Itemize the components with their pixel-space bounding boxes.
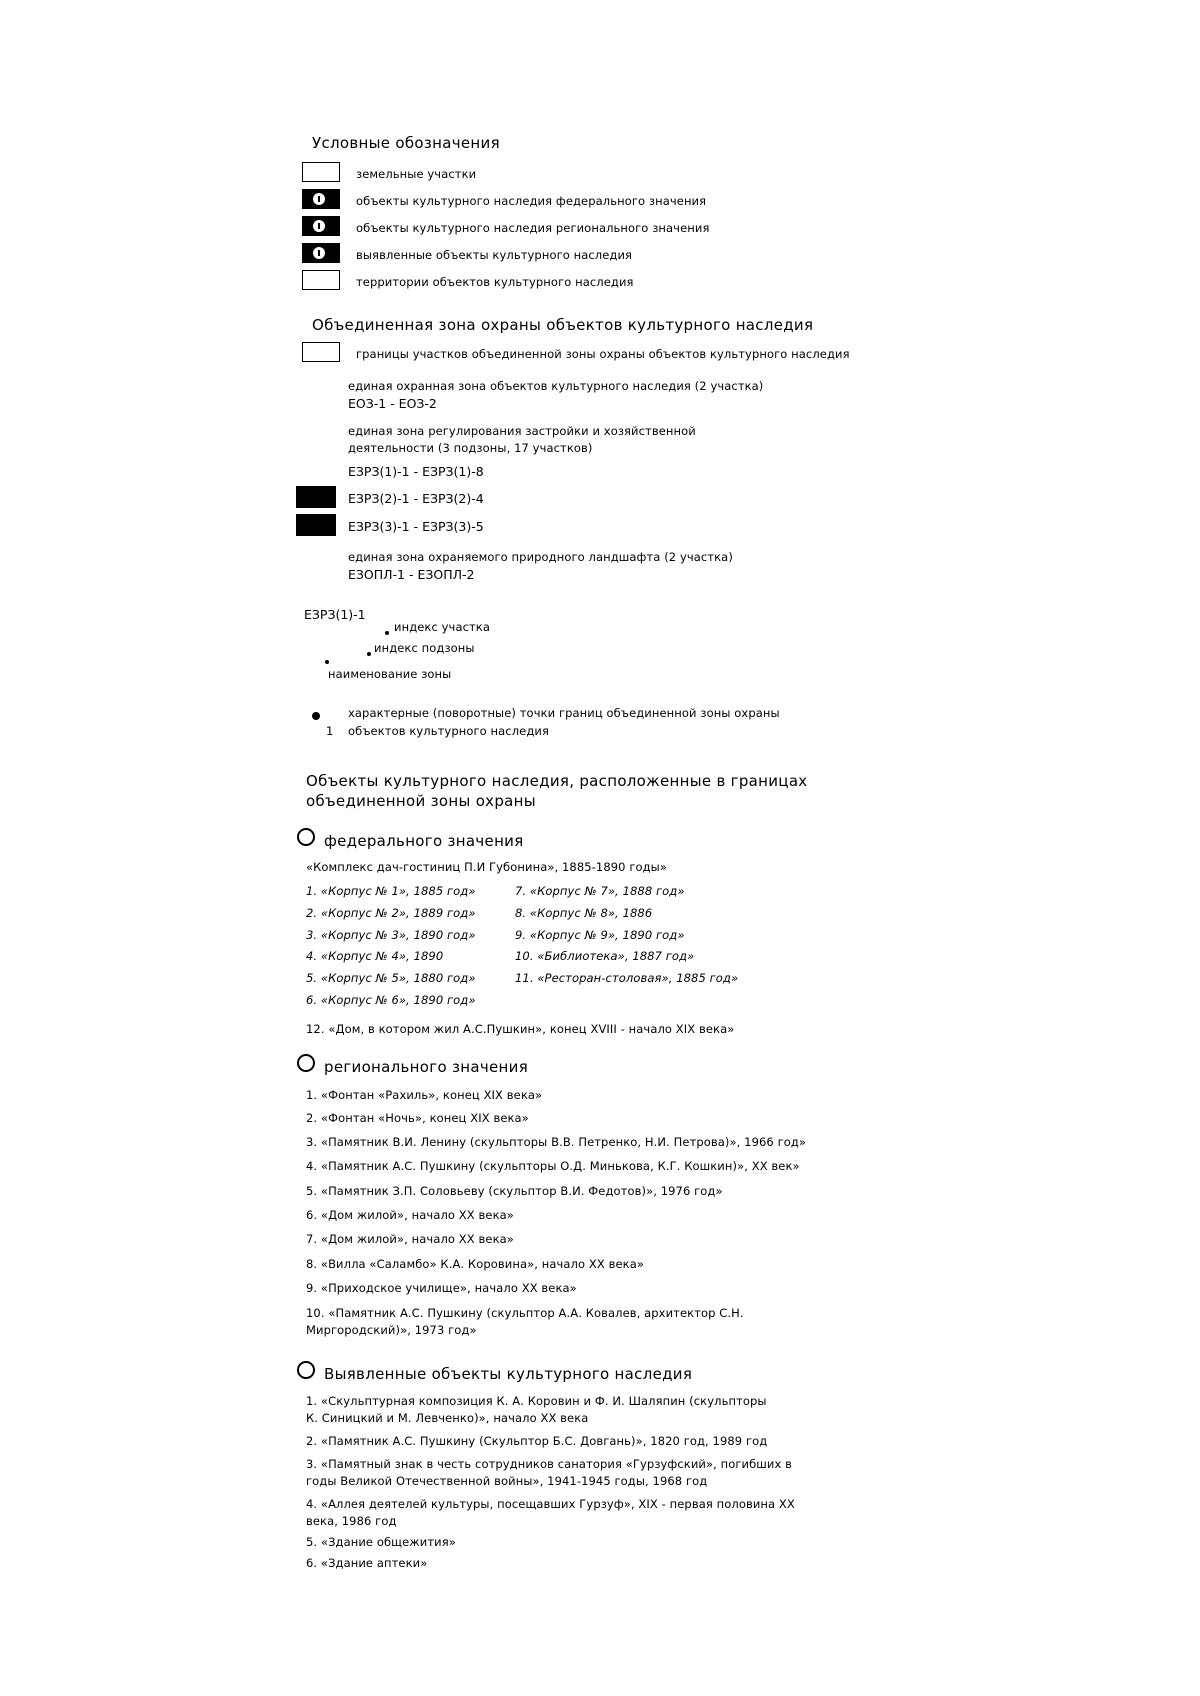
legend-item-federal: объекты культурного наследия федерального значения bbox=[356, 194, 707, 208]
regional-title: регионального значения bbox=[324, 1058, 529, 1076]
ezopl-range: ЕЗОПЛ-1 - ЕЗОПЛ-2 bbox=[348, 567, 475, 582]
list-item: 1. «Корпус № 1», 1885 год» bbox=[306, 884, 476, 898]
list-item: 4. «Аллея деятелей культуры, посещавших Гурзуф», XIX - первая половина XX bbox=[306, 1497, 795, 1511]
ezrz-description-1: единая зона регулирования застройки и хозяйственной bbox=[348, 424, 696, 438]
list-item: 10. «Библиотека», 1887 год» bbox=[515, 949, 695, 963]
ezrz3-range: ЕЗРЗ(3)-1 - ЕЗРЗ(3)-5 bbox=[348, 519, 484, 534]
list-item: 6. «Дом жилой», начало XX века» bbox=[306, 1208, 514, 1222]
list-item: 9. «Приходское училище», начало XX века» bbox=[306, 1281, 577, 1295]
identified-circle-icon bbox=[297, 1361, 315, 1379]
list-item: 7. «Корпус № 7», 1888 год» bbox=[515, 884, 685, 898]
zone-title: Объединенная зона охраны объектов культурного наследия bbox=[312, 316, 814, 334]
regional-circle-icon bbox=[297, 1054, 315, 1072]
ezopl-description: единая зона охраняемого природного ландшафта (2 участка) bbox=[348, 550, 733, 564]
land-plot-symbol bbox=[302, 162, 340, 182]
list-item: 8. «Вилла «Саламбо» К.А. Коровина», начало XX века» bbox=[306, 1257, 644, 1271]
ezrz1-range: ЕЗРЗ(1)-1 - ЕЗРЗ(1)-8 bbox=[348, 464, 484, 479]
legend-item-territories: территории объектов культурного наследия bbox=[356, 275, 634, 289]
legend-item-land-plots: земельные участки bbox=[356, 167, 477, 181]
regional-list bbox=[306, 1088, 866, 1338]
list-item: 5. «Памятник З.П. Соловьеву (скульптор В.И. Федотов)», 1976 год» bbox=[306, 1184, 723, 1198]
list-item: 3. «Памятный знак в честь сотрудников санатория «Гурзуфский», погибших в bbox=[306, 1457, 793, 1471]
list-item: 11. «Ресторан-столовая», 1885 год» bbox=[515, 971, 739, 985]
zone-boundary-symbol bbox=[302, 342, 340, 362]
list-item: 1. «Скульптурная композиция К. А. Коровин и Ф. И. Шаляпин (скульпторы bbox=[306, 1394, 767, 1408]
list-item: 1. «Фонтан «Рахиль», конец XIX века» bbox=[306, 1088, 543, 1102]
list-item: 10. «Памятник А.С. Пушкину (скульптор А.А. Ковалев, архитектор С.Н. bbox=[306, 1306, 744, 1320]
list-item: 8. «Корпус № 8», 1886 bbox=[515, 906, 653, 920]
objects-title-2: объединенной зоны охраны bbox=[306, 792, 536, 810]
federal-column-2 bbox=[515, 884, 755, 994]
ezrz3-symbol bbox=[296, 514, 336, 536]
index-name-label: наименование зоны bbox=[328, 667, 452, 681]
list-item: 7. «Дом жилой», начало XX века» bbox=[306, 1232, 514, 1246]
legend-item-regional: объекты культурного наследия регионального значения bbox=[356, 221, 710, 235]
eoz-range: ЕОЗ-1 - ЕОЗ-2 bbox=[348, 396, 437, 411]
marker-icon bbox=[313, 193, 325, 205]
list-item: 2. «Памятник А.С. Пушкину (Скульптор Б.С. Довгань)», 1820 год, 1989 год bbox=[306, 1434, 768, 1448]
list-item: века, 1986 год bbox=[306, 1514, 397, 1528]
index-code: ЕЗРЗ(1)-1 bbox=[304, 607, 366, 622]
federal-complex: «Комплекс дач-гостиниц П.И Губонина», 1885-1890 годы» bbox=[306, 860, 667, 874]
list-item: 4. «Корпус № 4», 1890 bbox=[306, 949, 444, 963]
federal-title: федерального значения bbox=[324, 832, 524, 850]
list-item: К. Синицкий и М. Левченко)», начало XX века bbox=[306, 1411, 589, 1425]
identified-title: Выявленные объекты культурного наследия bbox=[324, 1365, 693, 1383]
index-subzone-label: индекс подзоны bbox=[374, 641, 475, 655]
list-item: 5. «Корпус № 5», 1880 год» bbox=[306, 971, 476, 985]
list-item: 3. «Памятник В.И. Ленину (скульпторы В.В. Петренко, Н.И. Петрова)», 1966 год» bbox=[306, 1135, 807, 1149]
ezrz2-symbol bbox=[296, 486, 336, 508]
regional-object-symbol bbox=[302, 216, 340, 236]
points-text-2: объектов культурного наследия bbox=[348, 724, 549, 738]
list-item: 3. «Корпус № 3», 1890 год» bbox=[306, 928, 476, 942]
turning-point-icon bbox=[312, 712, 320, 720]
federal-object-symbol bbox=[302, 189, 340, 209]
points-number: 1 bbox=[326, 724, 334, 738]
list-item: 4. «Памятник А.С. Пушкину (скульпторы О.Д. Минькова, К.Г. Кошкин)», XX век» bbox=[306, 1159, 800, 1173]
index-plot-label: индекс участка bbox=[394, 620, 491, 634]
list-item: 9. «Корпус № 9», 1890 год» bbox=[515, 928, 685, 942]
legend-item-identified: выявленные объекты культурного наследия bbox=[356, 248, 633, 262]
pointer-dot bbox=[325, 660, 329, 664]
list-item: 2. «Фонтан «Ночь», конец XIX века» bbox=[306, 1111, 529, 1125]
objects-title-1: Объекты культурного наследия, расположенные в границах bbox=[306, 772, 808, 790]
ezrz2-range: ЕЗРЗ(2)-1 - ЕЗРЗ(2)-4 bbox=[348, 491, 484, 506]
federal-circle-icon bbox=[297, 828, 315, 846]
federal-item-12: 12. «Дом, в котором жил А.С.Пушкин», конец XVIII - начало XIX века» bbox=[306, 1022, 735, 1036]
eoz-description: единая охранная зона объектов культурного наследия (2 участка) bbox=[348, 379, 764, 393]
legend-title: Условные обозначения bbox=[312, 134, 500, 152]
list-item: 5. «Здание общежития» bbox=[306, 1535, 456, 1549]
pointer-dot bbox=[385, 631, 389, 635]
list-item: годы Великой Отечественной войны», 1941-1945 годы, 1968 год bbox=[306, 1474, 708, 1488]
list-item: Миргородский)», 1973 год» bbox=[306, 1323, 477, 1337]
zone-boundary-label: границы участков объединенной зоны охраны объектов культурного наследия bbox=[356, 347, 850, 361]
pointer-dot bbox=[367, 652, 371, 656]
list-item: 6. «Корпус № 6», 1890 год» bbox=[306, 993, 476, 1007]
marker-icon bbox=[313, 220, 325, 232]
federal-column-1 bbox=[306, 884, 506, 1014]
marker-icon bbox=[313, 247, 325, 259]
list-item: 6. «Здание аптеки» bbox=[306, 1556, 428, 1570]
identified-object-symbol bbox=[302, 243, 340, 263]
ezrz-description-2: деятельности (3 подзоны, 17 участков) bbox=[348, 441, 593, 455]
list-item: 2. «Корпус № 2», 1889 год» bbox=[306, 906, 476, 920]
points-text-1: характерные (поворотные) точки границ объединенной зоны охраны bbox=[348, 706, 780, 720]
territory-symbol bbox=[302, 270, 340, 290]
identified-list bbox=[306, 1394, 866, 1574]
